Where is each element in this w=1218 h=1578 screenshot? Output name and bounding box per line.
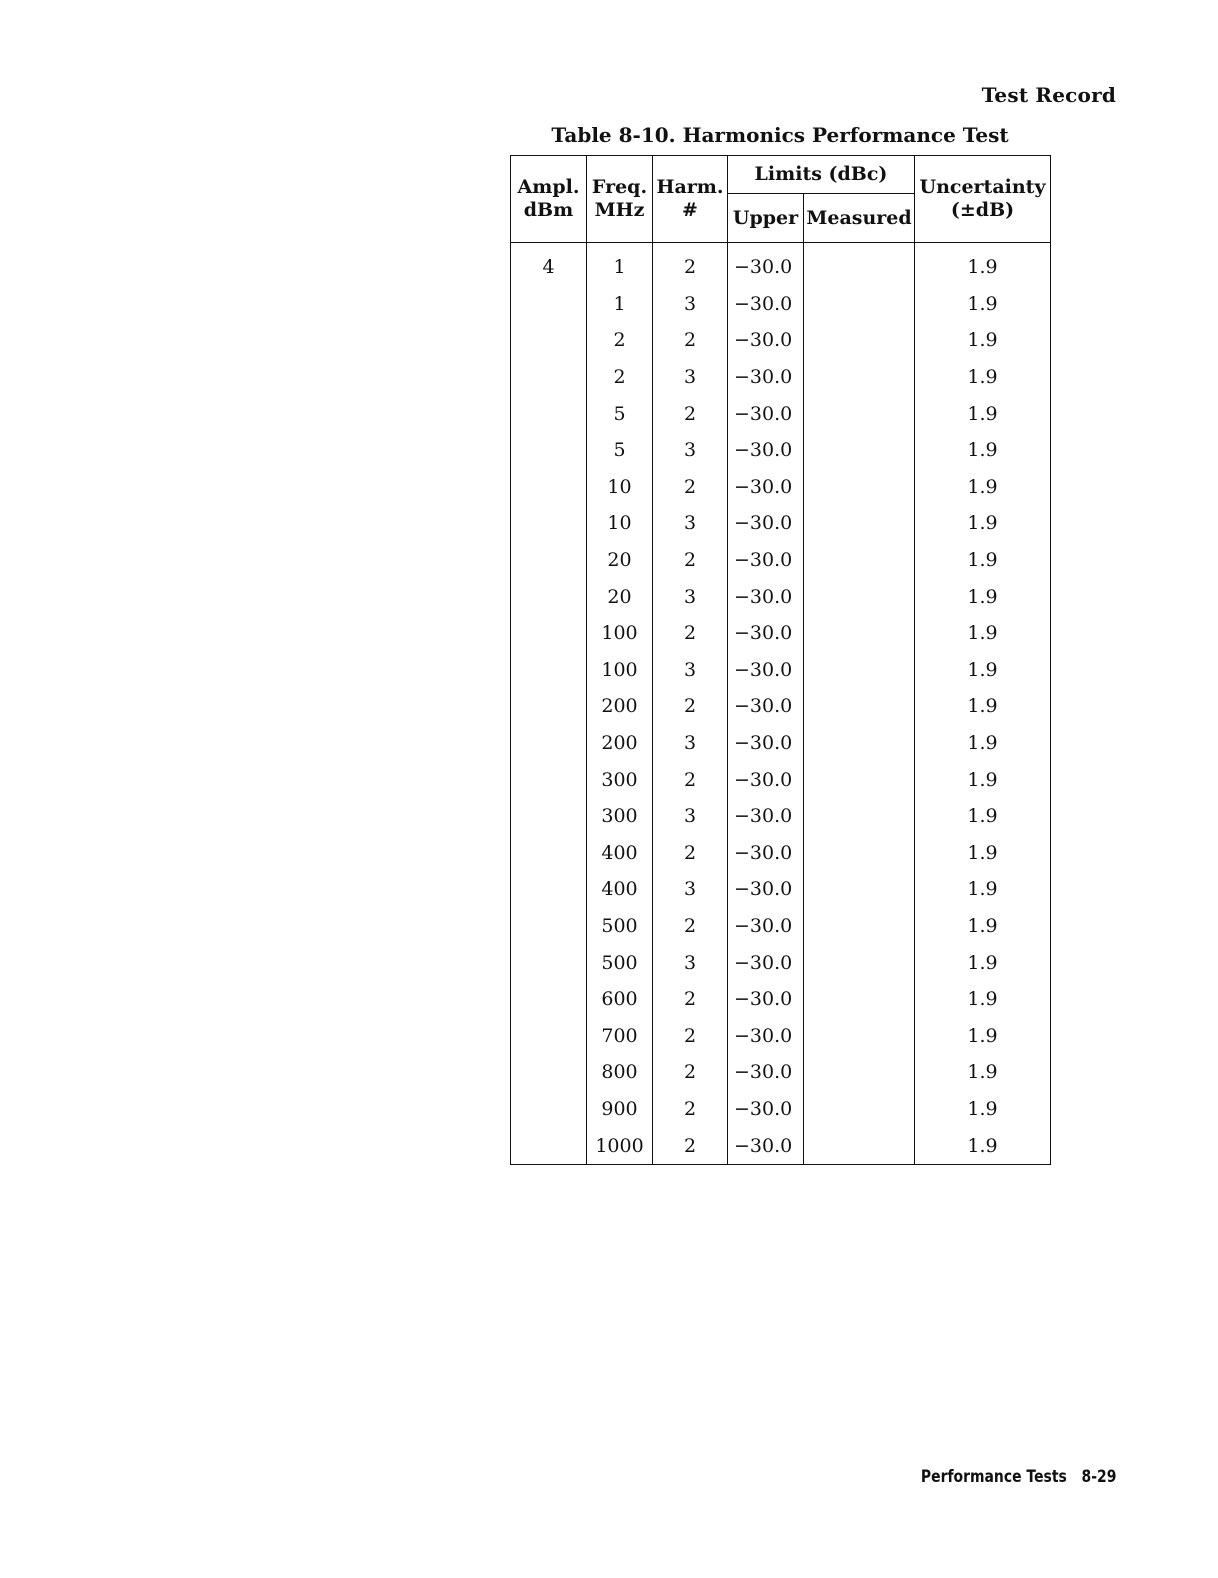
cell-harm: 2 — [653, 1054, 728, 1091]
cell-measured — [804, 395, 915, 432]
col-header-limits: Limits (dBc) — [728, 156, 915, 194]
col-header-uncertainty-line1: Uncertainty — [919, 176, 1046, 198]
table-body — [511, 243, 1051, 1165]
cell-uncertainty: 1.9 — [915, 944, 1051, 981]
cell-measured — [804, 944, 915, 981]
cell-measured — [804, 505, 915, 542]
cell-ampl — [511, 505, 587, 542]
cell-ampl — [511, 542, 587, 579]
cell-upper-limit: −30.0 — [728, 688, 804, 725]
cell-measured — [804, 688, 915, 725]
cell-freq: 400 — [587, 835, 653, 872]
cell-freq: 900 — [587, 1091, 653, 1128]
cell-upper-limit: −30.0 — [728, 652, 804, 689]
table-row — [511, 542, 1051, 579]
col-header-freq-line1: Freq. — [591, 176, 648, 198]
cell-ampl — [511, 469, 587, 506]
cell-ampl — [511, 761, 587, 798]
cell-uncertainty: 1.9 — [915, 1017, 1051, 1054]
cell-ampl — [511, 359, 587, 396]
cell-measured — [804, 725, 915, 762]
col-header-harm-line1: Harm. — [656, 176, 724, 198]
cell-harm: 3 — [653, 798, 728, 835]
cell-upper-limit: −30.0 — [728, 908, 804, 945]
cell-harm: 2 — [653, 615, 728, 652]
table-row — [511, 322, 1051, 359]
page-footer — [920, 1467, 1116, 1487]
cell-harm: 2 — [653, 1127, 728, 1164]
table-row — [511, 981, 1051, 1018]
cell-uncertainty: 1.9 — [915, 542, 1051, 579]
cell-freq: 2 — [587, 322, 653, 359]
cell-measured — [804, 871, 915, 908]
cell-measured — [804, 286, 915, 323]
cell-upper-limit: −30.0 — [728, 1054, 804, 1091]
table-row — [511, 1127, 1051, 1164]
col-header-harm-line2: # — [682, 199, 698, 221]
table-row — [511, 432, 1051, 469]
cell-ampl — [511, 322, 587, 359]
cell-freq: 100 — [587, 615, 653, 652]
cell-ampl — [511, 871, 587, 908]
cell-measured — [804, 761, 915, 798]
cell-ampl — [511, 835, 587, 872]
cell-freq: 100 — [587, 652, 653, 689]
table-row — [511, 871, 1051, 908]
cell-upper-limit: −30.0 — [728, 1017, 804, 1054]
cell-harm: 2 — [653, 1017, 728, 1054]
cell-ampl — [511, 798, 587, 835]
table-row — [511, 286, 1051, 323]
cell-measured — [804, 615, 915, 652]
cell-freq: 400 — [587, 871, 653, 908]
cell-harm: 3 — [653, 944, 728, 981]
cell-upper-limit: −30.0 — [728, 578, 804, 615]
cell-uncertainty: 1.9 — [915, 359, 1051, 396]
cell-freq: 10 — [587, 505, 653, 542]
cell-upper-limit: −30.0 — [728, 944, 804, 981]
col-header-ampl-line2: dBm — [523, 199, 574, 221]
cell-uncertainty: 1.9 — [915, 322, 1051, 359]
col-header-ampl-line1: Ampl. — [517, 176, 580, 198]
cell-freq: 800 — [587, 1054, 653, 1091]
cell-freq: 500 — [587, 944, 653, 981]
cell-uncertainty: 1.9 — [915, 871, 1051, 908]
cell-upper-limit: −30.0 — [728, 469, 804, 506]
cell-upper-limit: −30.0 — [728, 835, 804, 872]
cell-measured — [804, 322, 915, 359]
cell-measured — [804, 981, 915, 1018]
table-row — [511, 1054, 1051, 1091]
cell-upper-limit: −30.0 — [728, 615, 804, 652]
cell-upper-limit: −30.0 — [728, 798, 804, 835]
cell-ampl — [511, 725, 587, 762]
table-row — [511, 908, 1051, 945]
cell-uncertainty: 1.9 — [915, 688, 1051, 725]
cell-harm: 2 — [653, 395, 728, 432]
table-row — [511, 835, 1051, 872]
cell-harm: 2 — [653, 835, 728, 872]
cell-harm: 3 — [653, 652, 728, 689]
cell-harm: 3 — [653, 359, 728, 396]
cell-uncertainty: 1.9 — [915, 469, 1051, 506]
cell-upper-limit: −30.0 — [728, 432, 804, 469]
table-row — [511, 578, 1051, 615]
cell-freq: 300 — [587, 761, 653, 798]
cell-upper-limit: −30.0 — [728, 761, 804, 798]
cell-uncertainty: 1.9 — [915, 505, 1051, 542]
cell-ampl: 4 — [511, 243, 587, 286]
table-row — [511, 761, 1051, 798]
cell-harm: 2 — [653, 322, 728, 359]
cell-measured — [804, 542, 915, 579]
cell-measured — [804, 1127, 915, 1164]
cell-ampl — [511, 1127, 587, 1164]
cell-uncertainty: 1.9 — [915, 908, 1051, 945]
cell-measured — [804, 652, 915, 689]
cell-harm: 3 — [653, 505, 728, 542]
table-row — [511, 395, 1051, 432]
table-row — [511, 798, 1051, 835]
cell-measured — [804, 908, 915, 945]
table-row — [511, 359, 1051, 396]
table-row — [511, 725, 1051, 762]
col-header-uncertainty — [915, 156, 1051, 243]
table-row — [511, 944, 1051, 981]
cell-freq: 500 — [587, 908, 653, 945]
cell-ampl — [511, 578, 587, 615]
cell-freq: 2 — [587, 359, 653, 396]
cell-harm: 2 — [653, 1091, 728, 1128]
harmonics-table — [510, 155, 1051, 1165]
cell-uncertainty: 1.9 — [915, 981, 1051, 1018]
cell-measured — [804, 798, 915, 835]
cell-freq: 5 — [587, 432, 653, 469]
cell-freq: 700 — [587, 1017, 653, 1054]
cell-uncertainty: 1.9 — [915, 725, 1051, 762]
cell-upper-limit: −30.0 — [728, 395, 804, 432]
cell-ampl — [511, 432, 587, 469]
cell-harm: 2 — [653, 542, 728, 579]
cell-freq: 5 — [587, 395, 653, 432]
table-row — [511, 469, 1051, 506]
col-header-measured: Measured — [804, 194, 915, 243]
table-row — [511, 1091, 1051, 1128]
table-row — [511, 688, 1051, 725]
cell-harm: 2 — [653, 908, 728, 945]
cell-freq: 600 — [587, 981, 653, 1018]
cell-upper-limit: −30.0 — [728, 322, 804, 359]
cell-harm: 2 — [653, 243, 728, 286]
cell-measured — [804, 1091, 915, 1128]
col-header-freq-line2: MHz — [594, 199, 645, 221]
cell-harm: 3 — [653, 286, 728, 323]
cell-ampl — [511, 652, 587, 689]
col-header-ampl — [511, 156, 587, 243]
cell-measured — [804, 243, 915, 286]
cell-measured — [804, 1054, 915, 1091]
cell-ampl — [511, 615, 587, 652]
cell-uncertainty: 1.9 — [915, 835, 1051, 872]
cell-freq: 300 — [587, 798, 653, 835]
cell-ampl — [511, 1054, 587, 1091]
cell-uncertainty: 1.9 — [915, 615, 1051, 652]
cell-harm: 2 — [653, 688, 728, 725]
cell-freq: 1 — [587, 286, 653, 323]
cell-uncertainty: 1.9 — [915, 432, 1051, 469]
cell-harm: 2 — [653, 761, 728, 798]
cell-upper-limit: −30.0 — [728, 1091, 804, 1128]
cell-measured — [804, 578, 915, 615]
cell-uncertainty: 1.9 — [915, 286, 1051, 323]
cell-upper-limit: −30.0 — [728, 505, 804, 542]
cell-harm: 3 — [653, 432, 728, 469]
cell-upper-limit: −30.0 — [728, 871, 804, 908]
cell-ampl — [511, 1017, 587, 1054]
cell-upper-limit: −30.0 — [728, 243, 804, 286]
table-title: Table 8-10. Harmonics Performance Test — [551, 123, 1009, 147]
cell-uncertainty: 1.9 — [915, 652, 1051, 689]
cell-ampl — [511, 286, 587, 323]
cell-measured — [804, 835, 915, 872]
col-header-harm — [653, 156, 728, 243]
cell-harm: 3 — [653, 725, 728, 762]
col-header-uncertainty-line2: (±dB) — [950, 199, 1015, 221]
cell-upper-limit: −30.0 — [728, 981, 804, 1018]
cell-measured — [804, 359, 915, 396]
section-header: Test Record — [981, 83, 1116, 107]
cell-upper-limit: −30.0 — [728, 725, 804, 762]
cell-upper-limit: −30.0 — [728, 286, 804, 323]
cell-freq: 20 — [587, 578, 653, 615]
cell-freq: 1 — [587, 243, 653, 286]
cell-freq: 1000 — [587, 1127, 653, 1164]
col-header-freq — [587, 156, 653, 243]
cell-uncertainty: 1.9 — [915, 798, 1051, 835]
cell-freq: 200 — [587, 725, 653, 762]
cell-harm: 3 — [653, 578, 728, 615]
cell-ampl — [511, 908, 587, 945]
footer-chapter: Performance Tests — [920, 1467, 1067, 1487]
cell-harm: 2 — [653, 981, 728, 1018]
cell-upper-limit: −30.0 — [728, 359, 804, 396]
cell-uncertainty: 1.9 — [915, 395, 1051, 432]
table-row — [511, 652, 1051, 689]
cell-freq: 10 — [587, 469, 653, 506]
cell-measured — [804, 432, 915, 469]
cell-uncertainty: 1.9 — [915, 1091, 1051, 1128]
table-row — [511, 243, 1051, 286]
cell-uncertainty: 1.9 — [915, 1054, 1051, 1091]
table-row — [511, 615, 1051, 652]
table-row — [511, 1017, 1051, 1054]
cell-freq: 200 — [587, 688, 653, 725]
cell-uncertainty: 1.9 — [915, 761, 1051, 798]
col-header-upper: Upper — [728, 194, 804, 243]
cell-measured — [804, 1017, 915, 1054]
cell-uncertainty: 1.9 — [915, 243, 1051, 286]
cell-ampl — [511, 395, 587, 432]
cell-measured — [804, 469, 915, 506]
table-row — [511, 505, 1051, 542]
cell-harm: 2 — [653, 469, 728, 506]
cell-harm: 3 — [653, 871, 728, 908]
cell-ampl — [511, 1091, 587, 1128]
cell-freq: 20 — [587, 542, 653, 579]
footer-page-number: 8-29 — [1081, 1467, 1116, 1487]
cell-ampl — [511, 944, 587, 981]
cell-ampl — [511, 981, 587, 1018]
cell-ampl — [511, 688, 587, 725]
cell-uncertainty: 1.9 — [915, 578, 1051, 615]
cell-uncertainty: 1.9 — [915, 1127, 1051, 1164]
cell-upper-limit: −30.0 — [728, 1127, 804, 1164]
cell-upper-limit: −30.0 — [728, 542, 804, 579]
